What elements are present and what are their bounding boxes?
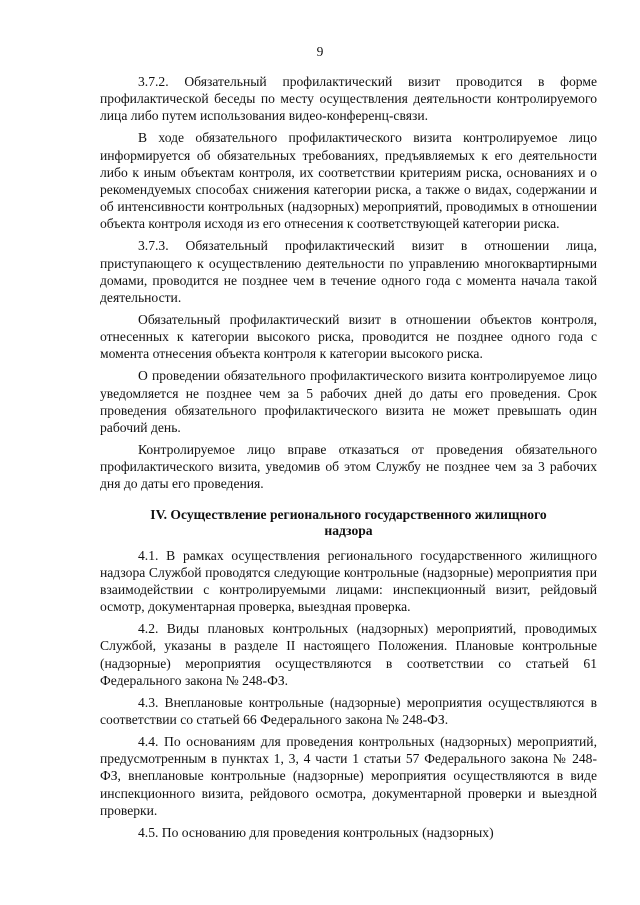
- section-heading-iv: IV. Осуществление регионального государственного жилищного надзора: [150, 506, 547, 538]
- paragraph-high-risk-visit: Обязательный профилактический визит в отношении объектов контроля, отнесенных к категории высокого риска, проводится не позднее одного года с момента отнесения объекта контроля к категории высокого риска.: [100, 312, 597, 362]
- paragraph-3-7-3: 3.7.3. Обязательный профилактический визит в отношении лица, приступающего к осуществлению деятельности по управлению многоквартирными домами, проводится не позднее чем в течение одного года с момента начала такой деятельности.: [100, 238, 597, 306]
- paragraph-4-3: 4.3. Внеплановые контрольные (надзорные) мероприятия осуществляются в соответствии со статьей 66 Федерального закона № 248-ФЗ.: [100, 694, 597, 728]
- paragraph-notification: О проведении обязательного профилактического визита контролируемое лицо уведомляется не позднее чем за 5 рабочих дней до даты его проведения. Срок проведения обязательного профилактического визита не может превышать один рабочий день.: [100, 368, 597, 436]
- page-number: 9: [316, 44, 324, 59]
- paragraph-4-2: 4.2. Виды плановых контрольных (надзорных) мероприятий, проводимых Службой, указаны в разделе II настоящего Положения. Плановые контрольные (надзорные) мероприятия осуществляются в соответствии со статьей 61 Федерального закона № 248-ФЗ.: [100, 621, 597, 688]
- document-body: [100, 73, 597, 846]
- paragraph-4-1: 4.1. В рамках осуществления регионального государственного жилищного надзора Службой проводятся следующие контрольные (надзорные) мероприятия при взаимодействии с контролируемыми лицами: инспекционный визит, рейдовый осмотр, документарная проверка, выездная проверка.: [100, 547, 597, 615]
- paragraph-4-4: 4.4. По основаниям для проведения контрольных (надзорных) мероприятий, предусмотренным в пунктах 1, 3, 4 части 1 статьи 57 Федерального закона № 248-ФЗ, внеплановые контрольные (надзорные) мероприятия осуществляются в виде инспекционного визита, рейдового осмотра, документарной проверки и выездной проверки.: [100, 734, 597, 818]
- paragraph-4-5: 4.5. По основанию для проведения контрольных (надзорных): [138, 824, 494, 840]
- paragraph-visit-information: В ходе обязательного профилактического визита контролируемое лицо информируется об обязательных требованиях, предъявляемых к его деятельности либо к иным объектам контроля, их соответствии критериям риска, основаниях и о рекомендуемых способах снижения категории риска, а также о видах, содержании и об интенсивности контрольных (надзорных) мероприятий, проводимых в отношении объекта контроля исходя из его отнесения к соответствующей категории риска.: [100, 130, 597, 232]
- paragraph-refusal: Контролируемое лицо вправе отказаться от проведения обязательного профилактического визита, уведомив об этом Службу не позднее чем за 3 рабочих дня до даты его проведения.: [100, 442, 597, 492]
- paragraph-3-7-2: 3.7.2. Обязательный профилактический визит проводится в форме профилактической беседы по месту осуществления деятельности контролируемого лица либо путем использования видео-конференц-связи.: [100, 74, 597, 124]
